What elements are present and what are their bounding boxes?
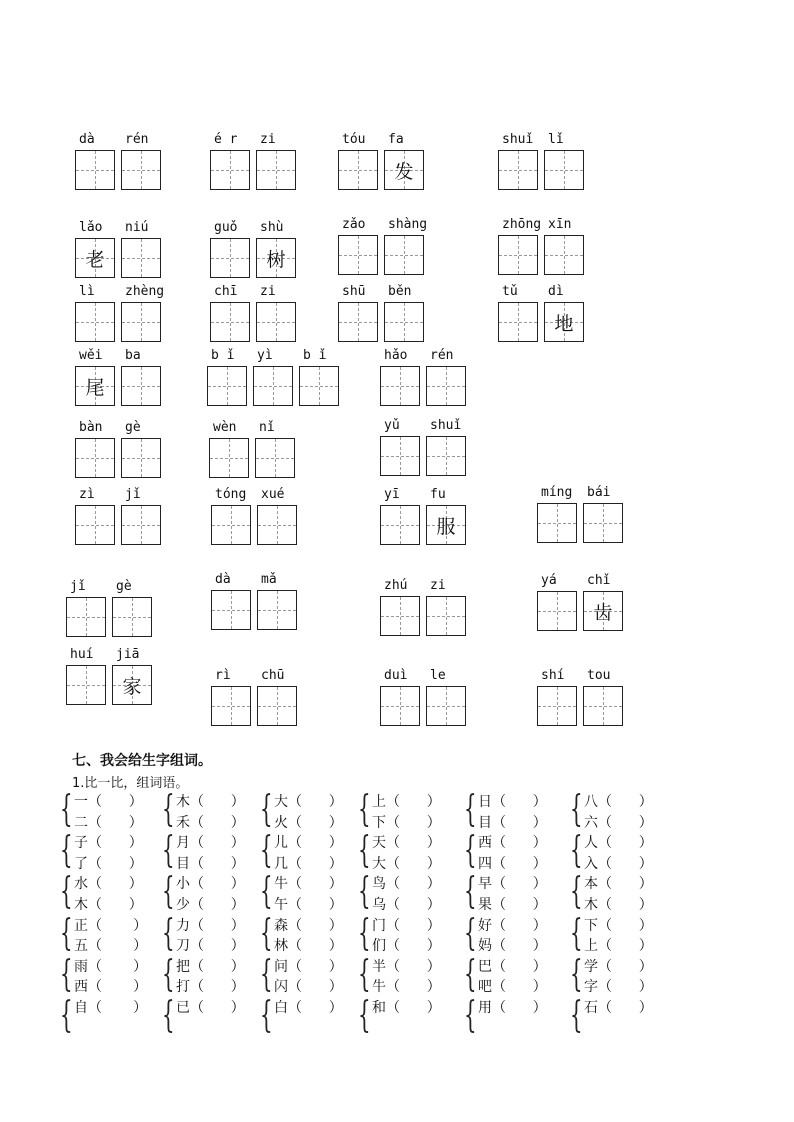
writing-box[interactable] — [210, 238, 250, 278]
word-blank-item[interactable]: 半（ ） — [372, 958, 441, 975]
pair-brace: { — [464, 789, 477, 830]
pinyin-label: jǐ — [125, 487, 141, 502]
word-blank-item[interactable]: 天（ ） — [372, 835, 441, 852]
pair-brace: { — [260, 871, 273, 913]
writing-box[interactable] — [338, 150, 378, 190]
pair-brace: { — [358, 912, 371, 954]
pinyin-label: tóu — [342, 132, 366, 147]
word-blank-item[interactable]: 用（ ） — [478, 1000, 547, 1016]
printed-character — [381, 506, 419, 544]
printed-character — [76, 506, 114, 544]
word-blank-item[interactable]: 和（ ） — [372, 1000, 441, 1016]
printed-character — [381, 437, 419, 475]
pinyin-label: zì — [79, 487, 95, 502]
pair-brace: { — [162, 789, 175, 830]
word-blank-item[interactable]: 石（ ） — [584, 1000, 653, 1016]
word-blank-item[interactable]: 四（ ） — [478, 855, 547, 872]
section-title: 七、我会给生字组词。 — [72, 753, 212, 769]
printed-character — [381, 597, 419, 635]
word-blank-item[interactable]: 已（ ） — [176, 1000, 245, 1016]
writing-box[interactable] — [75, 438, 115, 478]
pinyin-label: duì — [384, 668, 408, 683]
word-blank-item[interactable]: 日（ ） — [478, 794, 547, 810]
pinyin-label: wěi — [79, 348, 103, 363]
printed-character — [211, 239, 249, 277]
pinyin-label: yǔ — [384, 418, 400, 433]
pinyin-label: tǔ — [502, 284, 518, 299]
printed-character — [212, 506, 250, 544]
pair-brace: { — [464, 912, 477, 954]
pinyin-label: zi — [260, 132, 276, 147]
pinyin-label: jǐ — [70, 579, 86, 594]
printed-character — [381, 367, 419, 405]
writing-box[interactable] — [209, 438, 249, 478]
pinyin-label: yá — [541, 573, 557, 588]
pair-brace: { — [570, 912, 583, 954]
pair-brace: { — [464, 830, 477, 872]
word-blank-item[interactable]: 问（ ） — [274, 958, 343, 975]
pair-brace: { — [464, 995, 477, 1036]
pair-brace: { — [358, 830, 371, 872]
pair-brace: { — [162, 995, 175, 1036]
writing-box[interactable] — [544, 235, 584, 275]
writing-box[interactable] — [544, 150, 584, 190]
pinyin-label: zǎo — [342, 217, 366, 232]
printed-character — [300, 367, 338, 405]
word-blank-item[interactable]: 二（ ） — [74, 814, 143, 831]
writing-box[interactable] — [121, 238, 161, 278]
printed-character — [67, 598, 105, 636]
word-blank-item[interactable]: 们（ ） — [372, 938, 441, 955]
pinyin-label: b ǐ — [303, 348, 327, 363]
printed-character — [538, 504, 576, 542]
word-blank-item[interactable]: 几（ ） — [274, 855, 343, 872]
writing-box[interactable] — [384, 235, 424, 275]
word-blank-item[interactable]: 一（ ） — [74, 794, 143, 810]
pair-brace: { — [260, 912, 273, 954]
writing-box[interactable] — [256, 150, 296, 190]
printed-character — [122, 151, 160, 189]
pinyin-label: yì — [257, 348, 273, 363]
pinyin-label: chī — [214, 284, 238, 299]
pinyin-label: xīn — [548, 217, 572, 232]
pinyin-label: zhōng — [502, 217, 542, 232]
word-blank-item[interactable]: 妈（ ） — [478, 938, 547, 955]
pinyin-label: chū — [261, 668, 285, 683]
pinyin-label: fu — [430, 487, 446, 502]
writing-box[interactable] — [75, 302, 115, 342]
printed-character — [113, 598, 151, 636]
writing-box[interactable] — [210, 302, 250, 342]
word-blank-item[interactable]: 木（ ） — [74, 897, 143, 913]
pair-brace: { — [358, 953, 371, 995]
pair-brace: { — [60, 953, 73, 995]
writing-box[interactable] — [583, 503, 623, 543]
pinyin-label: bàn — [79, 420, 103, 435]
printed-character — [122, 367, 160, 405]
printed-character — [122, 506, 160, 544]
word-blank-item[interactable]: 西（ ） — [478, 835, 547, 852]
word-blank-item[interactable]: 五（ ） — [74, 938, 148, 955]
word-blank-item[interactable]: 西（ ） — [74, 979, 148, 996]
pair-brace: { — [570, 789, 583, 830]
printed-character — [211, 151, 249, 189]
writing-box[interactable] — [380, 686, 420, 726]
pair-brace: { — [358, 871, 371, 913]
printed-character — [67, 666, 105, 704]
writing-box[interactable] — [426, 686, 466, 726]
pinyin-label: shuǐ — [502, 132, 534, 147]
word-blank-item[interactable]: 鸟（ ） — [372, 876, 441, 893]
printed-character — [584, 504, 622, 542]
pinyin-label: ba — [125, 348, 141, 363]
word-blank-item[interactable]: 本（ ） — [584, 876, 653, 893]
pinyin-label: lǐ — [548, 132, 564, 147]
pair-brace: { — [260, 953, 273, 995]
writing-box[interactable] — [426, 436, 466, 476]
printed-character: 尾 — [85, 376, 105, 399]
printed-character — [208, 367, 246, 405]
writing-box[interactable] — [583, 591, 623, 631]
writing-box[interactable] — [537, 503, 577, 543]
word-blank-item[interactable]: 闪（ ） — [274, 979, 343, 996]
pinyin-label: b ǐ — [211, 348, 235, 363]
printed-character — [339, 151, 377, 189]
pair-brace: { — [358, 789, 371, 830]
word-blank-item[interactable]: 乌（ ） — [372, 897, 441, 913]
writing-box[interactable] — [112, 665, 152, 705]
printed-character — [210, 439, 248, 477]
writing-box[interactable] — [426, 505, 466, 545]
word-blank-item[interactable]: 打（ ） — [176, 979, 245, 996]
pair-brace: { — [464, 953, 477, 995]
printed-character: 树 — [266, 248, 286, 271]
printed-character — [381, 687, 419, 725]
writing-box[interactable] — [253, 366, 293, 406]
pair-brace: { — [570, 953, 583, 995]
pinyin-label: shuǐ — [430, 418, 462, 433]
writing-box[interactable] — [426, 366, 466, 406]
printed-character — [212, 687, 250, 725]
writing-box[interactable] — [338, 235, 378, 275]
writing-box[interactable] — [498, 150, 538, 190]
printed-character — [254, 367, 292, 405]
writing-box[interactable] — [380, 366, 420, 406]
pinyin-label: gè — [125, 420, 141, 435]
word-blank-item[interactable]: 牛（ ） — [274, 876, 343, 893]
printed-character — [339, 303, 377, 341]
printed-character: 地 — [554, 312, 574, 335]
pair-brace: { — [162, 912, 175, 954]
word-blank-item[interactable]: 少（ ） — [176, 897, 245, 913]
printed-character — [258, 687, 296, 725]
pair-brace: { — [162, 830, 175, 872]
word-blank-item[interactable]: 禾（ ） — [176, 814, 245, 831]
printed-character: 服 — [436, 515, 456, 538]
word-blank-item[interactable]: 小（ ） — [176, 876, 245, 893]
pair-brace: { — [570, 995, 583, 1036]
word-blank-item[interactable]: 森（ ） — [274, 917, 343, 934]
pinyin-label: wèn — [213, 420, 237, 435]
word-blank-item[interactable]: 木（ ） — [584, 897, 653, 913]
pinyin-label: lǎo — [79, 220, 103, 235]
writing-box[interactable] — [255, 438, 295, 478]
word-blank-item[interactable]: 六（ ） — [584, 814, 653, 831]
writing-box[interactable] — [380, 596, 420, 636]
printed-character — [499, 236, 537, 274]
word-blank-item[interactable]: 下（ ） — [584, 917, 653, 934]
word-blank-item[interactable]: 火（ ） — [274, 814, 343, 831]
pair-brace: { — [358, 995, 371, 1036]
pinyin-label: rén — [125, 132, 149, 147]
writing-box[interactable] — [380, 436, 420, 476]
pair-brace: { — [60, 789, 73, 830]
pinyin-label: zhèng — [125, 284, 165, 299]
printed-character — [122, 303, 160, 341]
printed-character: 齿 — [593, 601, 613, 624]
printed-character — [76, 151, 114, 189]
pair-brace: { — [60, 830, 73, 872]
pair-brace: { — [162, 953, 175, 995]
pinyin-label: huí — [70, 647, 94, 662]
printed-character — [545, 236, 583, 274]
writing-box[interactable] — [537, 591, 577, 631]
word-blank-item[interactable]: 目（ ） — [176, 855, 245, 872]
word-blank-item[interactable]: 白（ ） — [274, 1000, 343, 1016]
pinyin-label: tóng — [215, 487, 247, 502]
writing-box[interactable] — [121, 150, 161, 190]
writing-box[interactable] — [75, 238, 115, 278]
printed-character — [257, 151, 295, 189]
pinyin-label: shū — [342, 284, 366, 299]
writing-box[interactable] — [121, 505, 161, 545]
writing-box[interactable] — [75, 150, 115, 190]
printed-character — [499, 303, 537, 341]
pinyin-label: guǒ — [214, 220, 238, 235]
pinyin-label: rì — [215, 668, 231, 683]
word-blank-item[interactable]: 字（ ） — [584, 979, 653, 996]
writing-box[interactable] — [537, 686, 577, 726]
pair-brace: { — [260, 789, 273, 830]
word-blank-item[interactable]: 学（ ） — [584, 958, 653, 975]
pair-brace: { — [60, 995, 73, 1036]
printed-character — [76, 439, 114, 477]
word-blank-item[interactable]: 下（ ） — [372, 814, 441, 831]
writing-box[interactable] — [257, 686, 297, 726]
writing-box[interactable] — [211, 686, 251, 726]
writing-box[interactable] — [210, 150, 250, 190]
writing-box[interactable] — [384, 302, 424, 342]
writing-box[interactable] — [112, 597, 152, 637]
word-blank-item[interactable]: 上（ ） — [584, 938, 653, 955]
pinyin-label: zhú — [384, 578, 408, 593]
word-blank-item[interactable]: 牛（ ） — [372, 979, 441, 996]
pair-brace: { — [464, 871, 477, 913]
writing-box[interactable] — [75, 366, 115, 406]
word-blank-item[interactable]: 刀（ ） — [176, 938, 245, 955]
writing-box[interactable] — [121, 366, 161, 406]
printed-character: 发 — [394, 160, 414, 183]
printed-character — [427, 437, 465, 475]
printed-character — [385, 236, 423, 274]
printed-character — [427, 367, 465, 405]
printed-character — [212, 591, 250, 629]
writing-box[interactable] — [121, 438, 161, 478]
printed-character — [258, 506, 296, 544]
word-blank-item[interactable]: 午（ ） — [274, 897, 343, 913]
printed-character — [538, 687, 576, 725]
pinyin-label: dà — [79, 132, 95, 147]
printed-character: 老 — [85, 248, 105, 271]
word-blank-item[interactable]: 上（ ） — [372, 794, 441, 810]
pinyin-label: tou — [587, 668, 611, 683]
word-blank-item[interactable]: 门（ ） — [372, 917, 441, 934]
word-blank-item[interactable]: 巴（ ） — [478, 958, 547, 975]
writing-box[interactable] — [426, 596, 466, 636]
printed-character — [339, 236, 377, 274]
writing-box[interactable] — [66, 597, 106, 637]
pinyin-label: rén — [430, 348, 454, 363]
pinyin-label: lì — [79, 284, 95, 299]
pair-brace: { — [162, 871, 175, 913]
word-blank-item[interactable]: 儿（ ） — [274, 835, 343, 852]
writing-box[interactable] — [256, 238, 296, 278]
printed-character — [427, 687, 465, 725]
word-blank-item[interactable]: 力（ ） — [176, 917, 245, 934]
word-blank-item[interactable]: 了（ ） — [74, 855, 143, 872]
pinyin-label: chǐ — [587, 573, 611, 588]
writing-box[interactable] — [498, 302, 538, 342]
pinyin-label: nǐ — [259, 420, 275, 435]
writing-box[interactable] — [380, 505, 420, 545]
pinyin-label: zi — [430, 578, 446, 593]
section-subtitle: 1.比一比，组词语。 — [72, 776, 189, 791]
pair-brace: { — [570, 830, 583, 872]
writing-box[interactable] — [257, 505, 297, 545]
pair-brace: { — [570, 871, 583, 913]
word-blank-item[interactable]: 吧（ ） — [478, 979, 547, 996]
word-blank-item[interactable]: 雨（ ） — [74, 958, 148, 975]
pinyin-label: dà — [215, 572, 231, 587]
writing-box[interactable] — [299, 366, 339, 406]
pinyin-label: shí — [541, 668, 565, 683]
printed-character — [257, 303, 295, 341]
writing-box[interactable] — [338, 302, 378, 342]
pair-brace: { — [60, 871, 73, 913]
writing-box[interactable] — [121, 302, 161, 342]
printed-character — [256, 439, 294, 477]
pinyin-label: shù — [260, 220, 284, 235]
word-blank-item[interactable]: 自（ ） — [74, 1000, 148, 1016]
writing-box[interactable] — [583, 686, 623, 726]
pinyin-label: jiā — [116, 647, 140, 662]
printed-character — [385, 303, 423, 341]
printed-character: 家 — [122, 675, 142, 698]
word-blank-item[interactable]: 大（ ） — [274, 794, 343, 810]
word-blank-item[interactable]: 正（ ） — [74, 917, 148, 934]
word-blank-item[interactable]: 入（ ） — [584, 855, 653, 872]
printed-character — [499, 151, 537, 189]
writing-box[interactable] — [211, 505, 251, 545]
writing-box[interactable] — [256, 302, 296, 342]
word-blank-item[interactable]: 月（ ） — [176, 835, 245, 852]
word-blank-item[interactable]: 子（ ） — [74, 835, 143, 852]
printed-character — [76, 303, 114, 341]
printed-character — [211, 303, 249, 341]
pinyin-label: dì — [548, 284, 564, 299]
writing-box[interactable] — [75, 505, 115, 545]
printed-character — [427, 597, 465, 635]
pinyin-label: shàng — [388, 217, 428, 232]
writing-box[interactable] — [544, 302, 584, 342]
pinyin-label: yī — [384, 487, 400, 502]
word-blank-item[interactable]: 林（ ） — [274, 938, 343, 955]
pinyin-label: é r — [214, 132, 238, 147]
printed-character — [122, 439, 160, 477]
word-blank-item[interactable]: 早（ ） — [478, 876, 547, 893]
pair-brace: { — [60, 912, 73, 954]
word-blank-item[interactable]: 人（ ） — [584, 835, 653, 852]
word-blank-item[interactable]: 水（ ） — [74, 876, 143, 893]
word-blank-item[interactable]: 木（ ） — [176, 794, 245, 810]
pinyin-label: hǎo — [384, 348, 408, 363]
pinyin-label: gè — [116, 579, 132, 594]
word-blank-item[interactable]: 八（ ） — [584, 794, 653, 810]
pinyin-label: mǎ — [261, 572, 277, 587]
pair-brace: { — [260, 995, 273, 1036]
pair-brace: { — [260, 830, 273, 872]
writing-box[interactable] — [498, 235, 538, 275]
printed-character — [584, 687, 622, 725]
writing-box[interactable] — [66, 665, 106, 705]
word-blank-item[interactable]: 大（ ） — [372, 855, 441, 872]
printed-character — [538, 592, 576, 630]
word-blank-item[interactable]: 好（ ） — [478, 917, 547, 934]
writing-box[interactable] — [257, 590, 297, 630]
pinyin-label: niú — [125, 220, 149, 235]
pinyin-label: fa — [388, 132, 404, 147]
printed-character — [545, 151, 583, 189]
pinyin-label: le — [430, 668, 446, 683]
printed-character — [122, 239, 160, 277]
pinyin-label: bái — [587, 485, 611, 500]
word-blank-item[interactable]: 目（ ） — [478, 814, 547, 831]
printed-character — [258, 591, 296, 629]
pinyin-label: běn — [388, 284, 412, 299]
writing-box[interactable] — [207, 366, 247, 406]
pinyin-label: xué — [261, 487, 285, 502]
writing-box[interactable] — [384, 150, 424, 190]
word-blank-item[interactable]: 果（ ） — [478, 897, 547, 913]
word-blank-item[interactable]: 把（ ） — [176, 958, 245, 975]
pinyin-label: zi — [260, 284, 276, 299]
pinyin-label: míng — [541, 485, 573, 500]
writing-box[interactable] — [211, 590, 251, 630]
